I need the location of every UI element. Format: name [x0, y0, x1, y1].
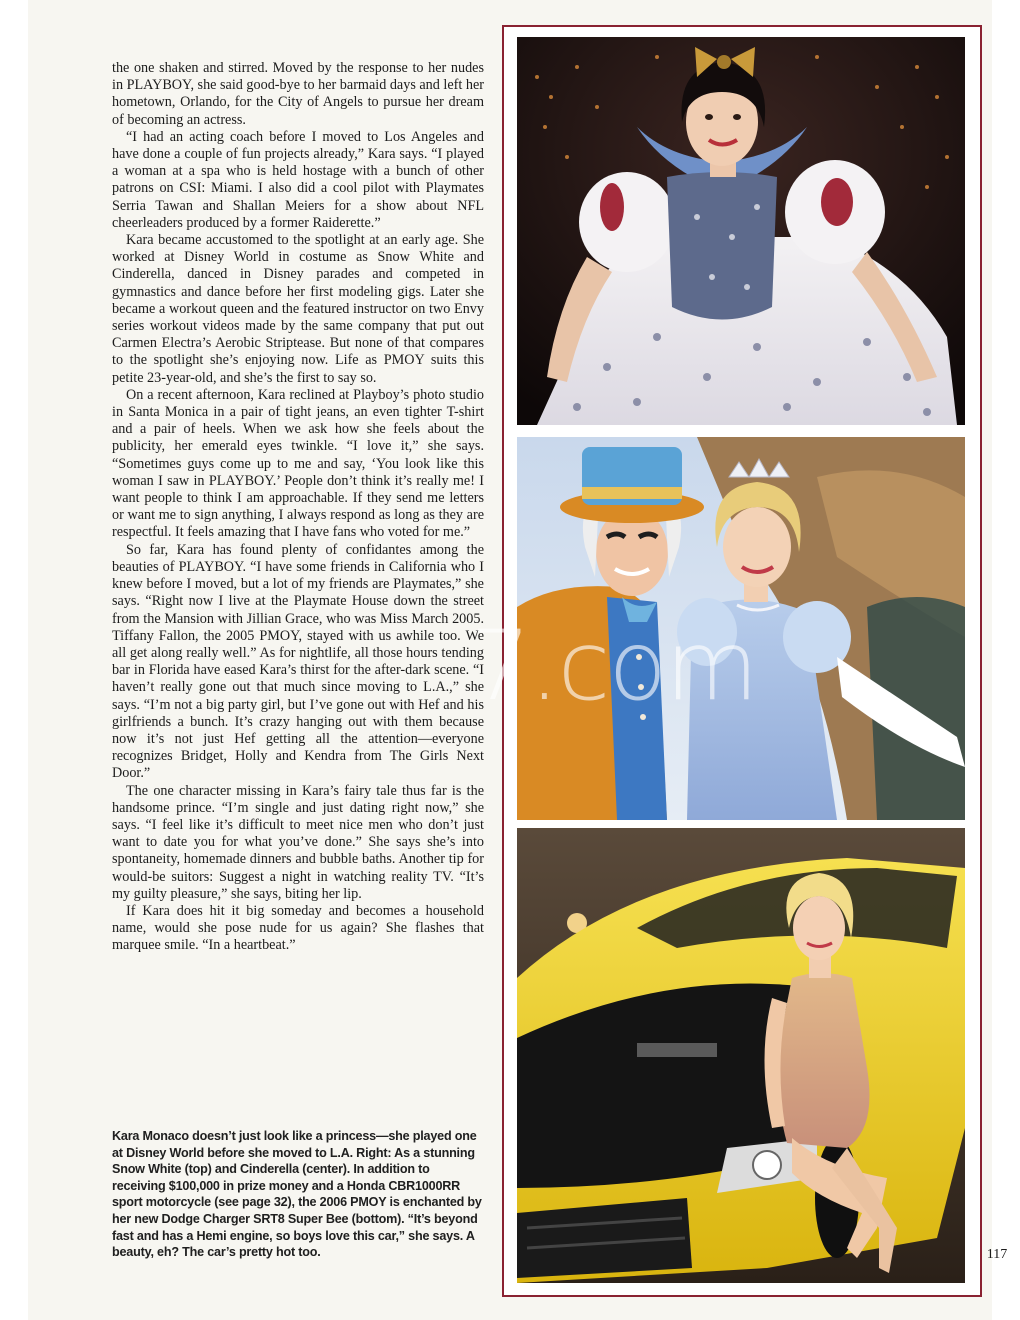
- yellow-dodge-charger-photo: [517, 828, 965, 1283]
- photo-frame: [502, 25, 982, 1297]
- watermark-text: 7.com: [470, 610, 757, 722]
- page-number: 117: [986, 1247, 1008, 1262]
- article-paragraph: Kara became accustomed to the spotlight at an early age. She worked at Disney World in costume as Snow White and Cinderella, danced in Disney parades and competed in gymnastics and dance before her first modeling gigs. Later she became a workout queen and the featured instructor on two Envy series workout videos made by the same company that put out Carmen Electra’s Aerobic Striptease. But none of that compares to the spotlight she’s enjoying now. Life as PMOY suits this petite 23-year-old, and she’s the first to say so.: [112, 232, 484, 386]
- article-paragraph: the one shaken and stirred. Moved by the response to her nudes in PLAYBOY, she said good-bye to her barmaid days and left her hometown, Orlando, for the City of Angels to pursue her dream of becoming an actress.: [112, 60, 484, 128]
- article-paragraph: On a recent afternoon, Kara reclined at Playboy’s photo studio in Santa Monica in a pair of tight jeans, an even tighter T-shirt and a pair of heels. When we ask how she feels about the publicity, her emerald eyes twinkle. “I love it,” she says. “Sometimes guys come up to me and say, ‘You look like this woman I saw in PLAYBOY.’ People don’t think it’s really me! I want people to think I am approachable. If they send me letters or want me to sign anything, I always respond as long as they are respectful. It feels amazing that I have fans who voted for me.”: [112, 386, 484, 541]
- cinderella-and-mad-hatter-photo: [517, 437, 965, 820]
- snow-white-costume-photo: [517, 37, 965, 425]
- article-paragraph: So far, Kara has found plenty of confidantes among the beauties of PLAYBOY. “I have some friends in California who I knew before I moved, but a lot of my friends are Playmates,” she says. “Right now I live at the Playmate House down the street from the Mansion with Jillian Grace, who was Miss March 2005. Tiffany Fallon, the 2005 PMOY, stayed with us awhile too. We all get along really well.” As for nightlife, all those hours tending bar in Florida have eased Kara’s thirst for the after-dark scene. “I haven’t really gone out that much since moving to L.A.,” she says. “I’m not a big party girl, but I’ve gone out with Hef and his girlfriends a bunch. It’s crazy hanging out with them because now it’s not just Hef getting all the attention—everyone recognizes Bridget, Holly and Kendra from The Girls Next Door.”: [112, 541, 484, 782]
- photo-caption: Kara Monaco doesn’t just look like a princess—she played one at Disney World before she moved to L.A. Right: As a stunning Snow White (top) and Cinderella (center). In addition to receiving $100,000 in prize money and a Honda CBR1000RR sport motorcycle (see page 32), the 2006 PMOY is enchanted by her new Dodge Charger SRT8 Super Bee (bottom). “It’s beyond fast and has a Hemi engine, so boys love this car,” she says. A beauty, eh? The car’s pretty hot too.: [112, 1129, 482, 1260]
- article-paragraph: “I had an acting coach before I moved to Los Angeles and have done a couple of fun projects already,” Kara says. “I played a woman at a spa who is held hostage with a bunch of other patrons on CSI: Miami. I also did a cool pilot with Playmates Serria Tawan and Shallan Meiers for a show about NFL cheerleaders produced by a former Raiderette.”: [112, 128, 484, 231]
- article-paragraph: If Kara does hit it big someday and becomes a household name, would she pose nude for us again? She flashes that marquee smile. “In a heartbeat.”: [112, 902, 484, 954]
- article-paragraph: The one character missing in Kara’s fairy tale thus far is the handsome prince. “I’m single and just dating right now,” she says. “I feel like it’s difficult to meet nice men who don’t just want to date you for what you’ve done.” She says she’s into spontaneity, homemade dinners and bubble baths. Another tip for would-be suitors: Suggest a night in watching reality TV. “It’s my guilty pleasure,” she says, biting her lip.: [112, 782, 484, 902]
- magazine-page: [28, 0, 1008, 1320]
- article-column: [112, 60, 484, 955]
